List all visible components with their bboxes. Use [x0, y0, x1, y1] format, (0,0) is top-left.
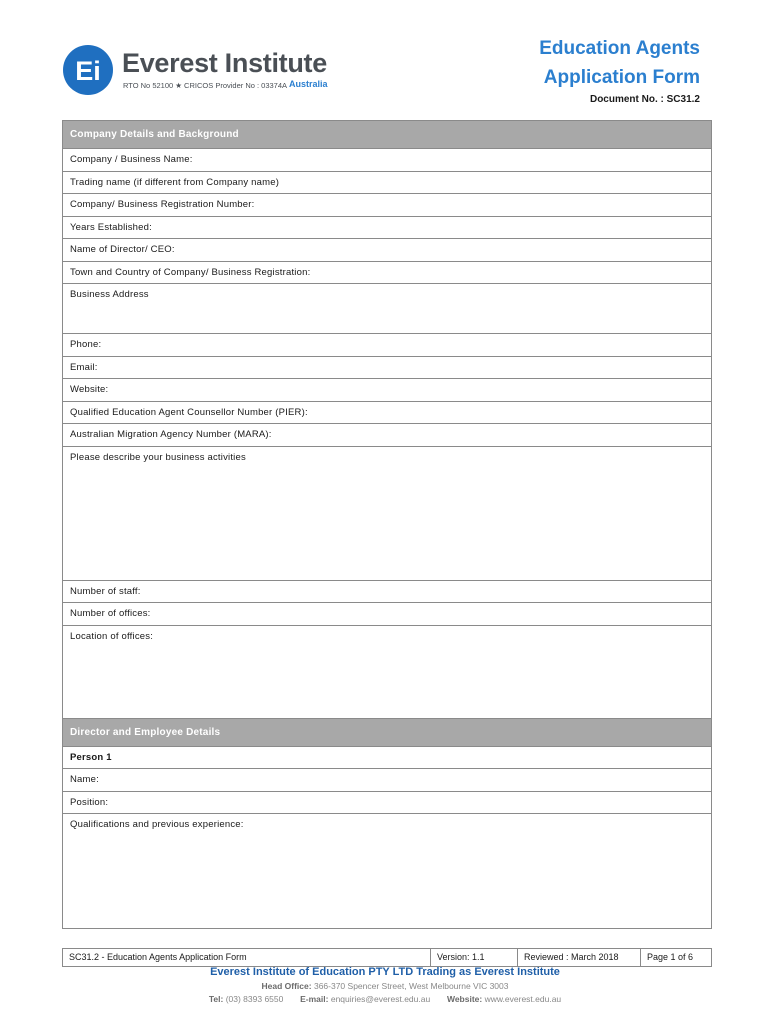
- field-mara-number[interactable]: Australian Migration Agency Number (MARA):: [63, 424, 711, 447]
- footer-head-office: [0, 981, 770, 991]
- field-years-established[interactable]: Years Established:: [63, 217, 711, 240]
- footer-website-label: Website:: [446, 994, 483, 1004]
- logo-registration: RTO No 52100 ★ CRICOS Provider No : 03374A: [123, 81, 288, 90]
- footer-version: Version: 1.1: [431, 949, 518, 966]
- section-header-director: Director and Employee Details: [63, 719, 711, 747]
- field-director-name[interactable]: Name of Director/ CEO:: [63, 239, 711, 262]
- svg-text:Ei: Ei: [75, 56, 101, 86]
- field-website[interactable]: Website:: [63, 379, 711, 402]
- section-header-company: Company Details and Background: [63, 121, 711, 149]
- footer-office-address: 366-370 Spencer Street, West Melbourne VIC 3003: [313, 981, 509, 991]
- field-number-of-staff[interactable]: Number of staff:: [63, 581, 711, 604]
- person-1-heading: Person 1: [63, 747, 711, 770]
- footer-tel-label: Tel:: [208, 994, 224, 1004]
- field-company-name[interactable]: Company / Business Name:: [63, 149, 711, 172]
- field-email[interactable]: Email:: [63, 357, 711, 380]
- footer-contact: [0, 994, 770, 1004]
- footer-info-bar: [62, 948, 712, 967]
- ei-logo-icon: [62, 44, 114, 96]
- footer-company-name: Everest Institute of Education PTY LTD Trading as Everest Institute: [210, 966, 560, 978]
- field-number-of-offices[interactable]: Number of offices:: [63, 603, 711, 626]
- form-title-line1: Education Agents: [539, 38, 700, 59]
- field-business-activities[interactable]: Please describe your business activities: [63, 447, 711, 581]
- field-trading-name[interactable]: Trading name (if different from Company name): [63, 172, 711, 195]
- everest-logo: [62, 44, 342, 96]
- footer-email-value[interactable]: enquiries@everest.edu.au: [330, 994, 431, 1004]
- field-registration-number[interactable]: Company/ Business Registration Number:: [63, 194, 711, 217]
- footer-doc-label: SC31.2 - Education Agents Application Form: [63, 949, 431, 966]
- document-number: Document No. : SC31.2: [589, 94, 700, 105]
- form-title: [539, 34, 700, 92]
- field-business-address[interactable]: Business Address: [63, 284, 711, 334]
- field-qualifications[interactable]: Qualifications and previous experience:: [70, 819, 244, 830]
- footer-page-number: Page 1 of 6: [647, 952, 694, 962]
- field-pier-number[interactable]: Qualified Education Agent Counsellor Number (PIER):: [63, 402, 711, 425]
- footer-email-label: E-mail:: [300, 994, 329, 1004]
- field-phone[interactable]: Phone:: [63, 334, 711, 357]
- field-person-position[interactable]: Position:: [63, 792, 711, 815]
- application-form-table: [62, 120, 712, 929]
- field-town-country[interactable]: Town and Country of Company/ Business Registration:: [63, 262, 711, 285]
- footer-tel-value: (03) 8393 6550: [225, 994, 284, 1004]
- form-title-line2: Application Form: [543, 67, 700, 88]
- footer-office-label: Head Office:: [261, 981, 312, 991]
- footer-reviewed: Reviewed : March 2018: [518, 949, 641, 966]
- field-location-of-offices[interactable]: Location of offices:: [63, 626, 711, 719]
- logo-country: Australia: [289, 79, 328, 89]
- footer-website-value[interactable]: www.everest.edu.au: [484, 994, 562, 1004]
- logo-name: Everest Institute: [122, 48, 327, 78]
- field-person-name[interactable]: Name:: [63, 769, 711, 792]
